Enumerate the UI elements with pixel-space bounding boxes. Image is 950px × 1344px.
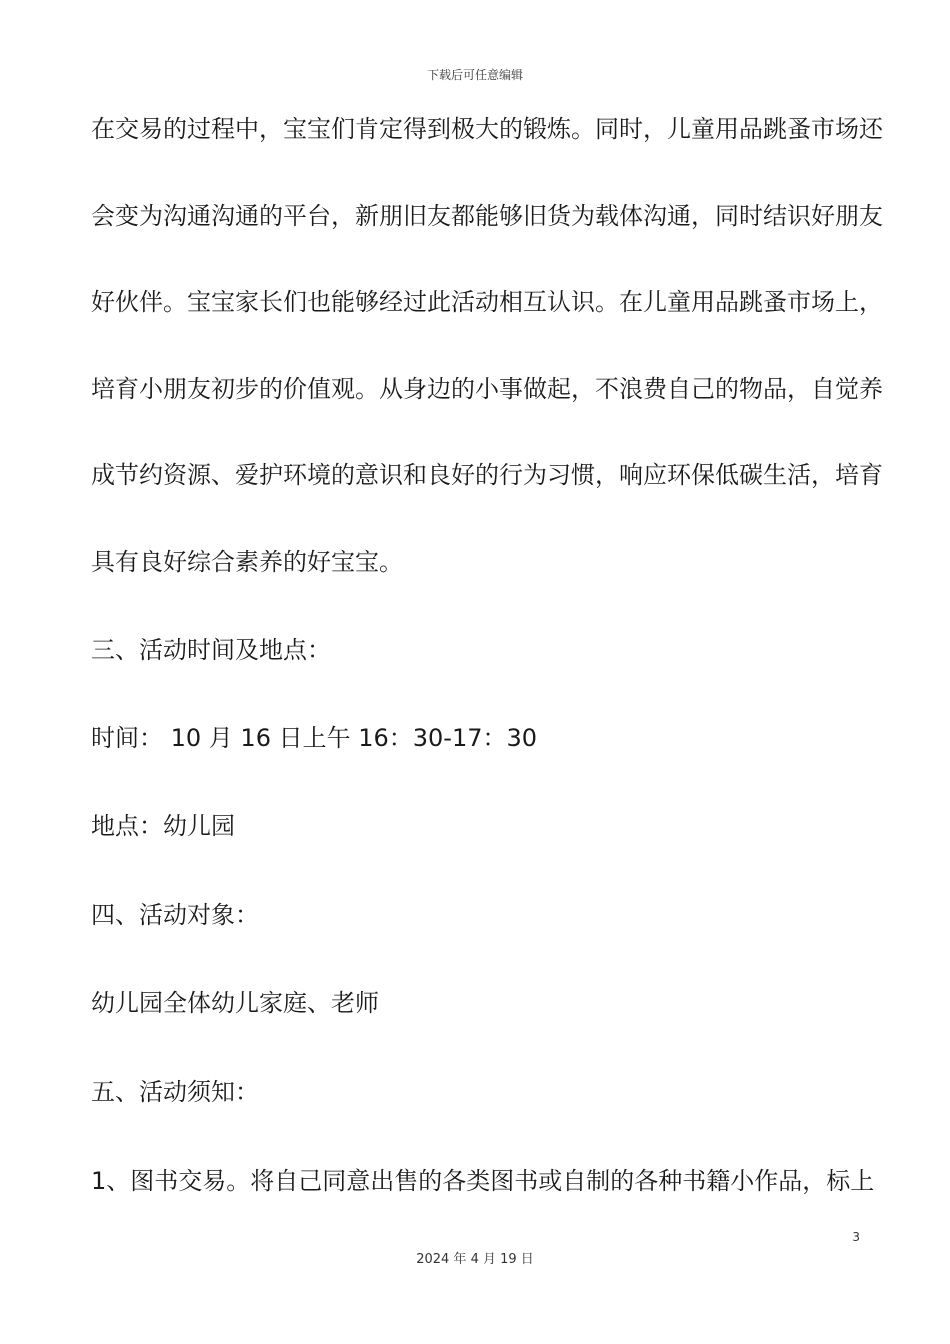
body-line-notice-1: 1、图书交易。将自己同意出售的各类图书或自制的各种书籍小作品，标上	[91, 1167, 875, 1195]
header-note: 下载后可任意编辑	[426, 68, 523, 82]
body-line-target: 幼儿园全体幼儿家庭、老师	[91, 989, 379, 1017]
body-line-1: 在交易的过程中，宝宝们肯定得到极大的锻炼。同时，儿童用品跳蚤市场还	[91, 115, 883, 143]
footer-date: 2024 年 4 月 19 日	[416, 1252, 534, 1267]
section-heading-target: 四、活动对象：	[91, 901, 259, 929]
page-number: 3	[852, 1230, 860, 1244]
body-line-time: 时间： 10 月 16 日上午 16：30-17：30	[91, 724, 538, 752]
body-line-place: 地点：幼儿园	[91, 812, 235, 840]
body-line-5: 成节约资源、爱护环境的意识和良好的行为习惯，响应环保低碳生活，培育	[91, 461, 883, 489]
body-line-2: 会变为沟通沟通的平台，新朋旧友都能够旧货为载体沟通，同时结识好朋友	[91, 202, 883, 230]
body-line-3: 好伙伴。宝宝家长们也能够经过此活动相互认识。在儿童用品跳蚤市场上，	[91, 288, 883, 316]
section-heading-time-place: 三、活动时间及地点：	[91, 636, 331, 664]
section-heading-notice: 五、活动须知：	[91, 1078, 259, 1106]
body-line-4: 培育小朋友初步的价值观。从身边的小事做起，不浪费自己的物品，自觉养	[91, 375, 883, 403]
body-line-6: 具有良好综合素养的好宝宝。	[91, 548, 403, 576]
